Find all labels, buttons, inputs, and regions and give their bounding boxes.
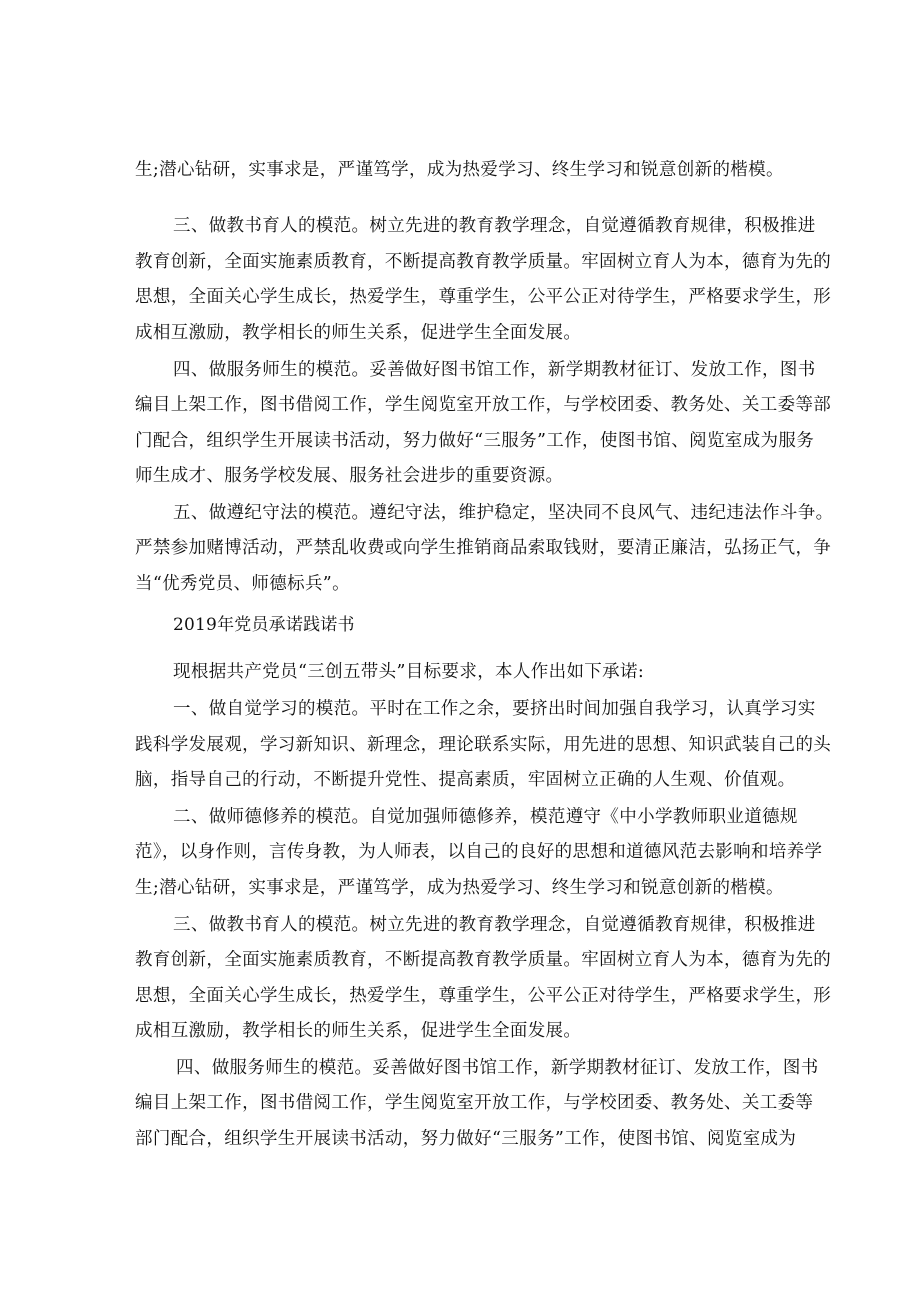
text-line: 思想，全面关心学生成长，热爱学生，尊重学生，公平公正对待学生，严格要求学生，形 bbox=[135, 287, 832, 307]
section-title: 2019年党员承诺践诺书 bbox=[173, 615, 355, 635]
text-line: 脑，指导自己的行动，不断提升党性、提高素质，牢固树立正确的人生观、价值观。 bbox=[135, 770, 796, 790]
text-line: 现根据共产党员“三创五带头”目标要求，本人作出如下承诺: bbox=[173, 662, 645, 682]
text-line: 三、做教书育人的模范。树立先进的教育教学理念，自觉遵循教育规律，积极推进 bbox=[173, 915, 816, 935]
text-line: 门配合，组织学生开展读书活动，努力做好“三服务”工作，使图书馆、阅览室成为服务 bbox=[135, 431, 815, 451]
text-line: 教育创新，全面实施素质教育，不断提高教育教学质量。牢固树立育人为本，德育为先的 bbox=[135, 252, 832, 272]
text-line: 编目上架工作，图书借阅工作，学生阅览室开放工作，与学校团委、教务处、关工委等部 bbox=[135, 395, 832, 415]
text-line: 成相互激励，教学相长的师生关系，促进学生全面发展。 bbox=[135, 1021, 582, 1041]
text-line: 范》，以身作则，言传身教，为人师表，以自己的良好的思想和道德风范去影响和培养学 bbox=[135, 842, 823, 862]
text-line: 四、做服务师生的模范。妥善做好图书馆工作，新学期教材征订、发放工作，图书 bbox=[173, 360, 816, 380]
text-line: 三、做教书育人的模范。树立先进的教育教学理念，自觉遵循教育规律，积极推进 bbox=[173, 216, 816, 236]
text-line: 教育创新，全面实施素质教育，不断提高教育教学质量。牢固树立育人为本，德育为先的 bbox=[135, 950, 832, 970]
text-line: 思想，全面关心学生成长，热爱学生，尊重学生，公平公正对待学生，严格要求学生，形 bbox=[135, 986, 832, 1006]
text-line: 师生成才、服务学校发展、服务社会进步的重要资源。 bbox=[135, 466, 564, 486]
text-line: 二、做师德修养的模范。自觉加强师德修养，模范遵守《中小学教师职业道德规 bbox=[173, 807, 798, 827]
text-line: 生;潜心钻研，实事求是，严谨笃学，成为热爱学习、终生学习和锐意创新的楷模。 bbox=[135, 160, 784, 180]
text-line: 部门配合，组织学生开展读书活动，努力做好“三服务”工作，使图书馆、阅览室成为 bbox=[135, 1129, 797, 1149]
text-line: 成相互激励，教学相长的师生关系，促进学生全面发展。 bbox=[135, 323, 582, 343]
text-line: 生;潜心钻研，实事求是，严谨笃学，成为热爱学习、终生学习和锐意创新的楷模。 bbox=[135, 878, 784, 898]
text-line: 一、做自觉学习的模范。平时在工作之余，要挤出时间加强自我学习，认真学习实 bbox=[173, 699, 816, 719]
text-line: 编目上架工作，图书借阅工作，学生阅览室开放工作，与学校团委、教务处、关工委等 bbox=[135, 1093, 814, 1113]
text-line: 四、做服务师生的模范。妥善做好图书馆工作，新学期教材征订、发放工作，图书 bbox=[176, 1058, 819, 1078]
text-line: 五、做遵纪守法的模范。遵纪守法，维护稳定，坚决同不良风气、违纪违法作斗争。 bbox=[173, 503, 834, 523]
text-line: 当“优秀党员、师德标兵”。 bbox=[135, 574, 350, 594]
text-line: 践科学发展观，学习新知识、新理念，理论联系实际，用先进的思想、知识武装自己的头 bbox=[135, 735, 832, 755]
text-line: 严禁参加赌博活动，严禁乱收费或向学生推销商品索取钱财，要清正廉洁，弘扬正气，争 bbox=[135, 538, 832, 558]
